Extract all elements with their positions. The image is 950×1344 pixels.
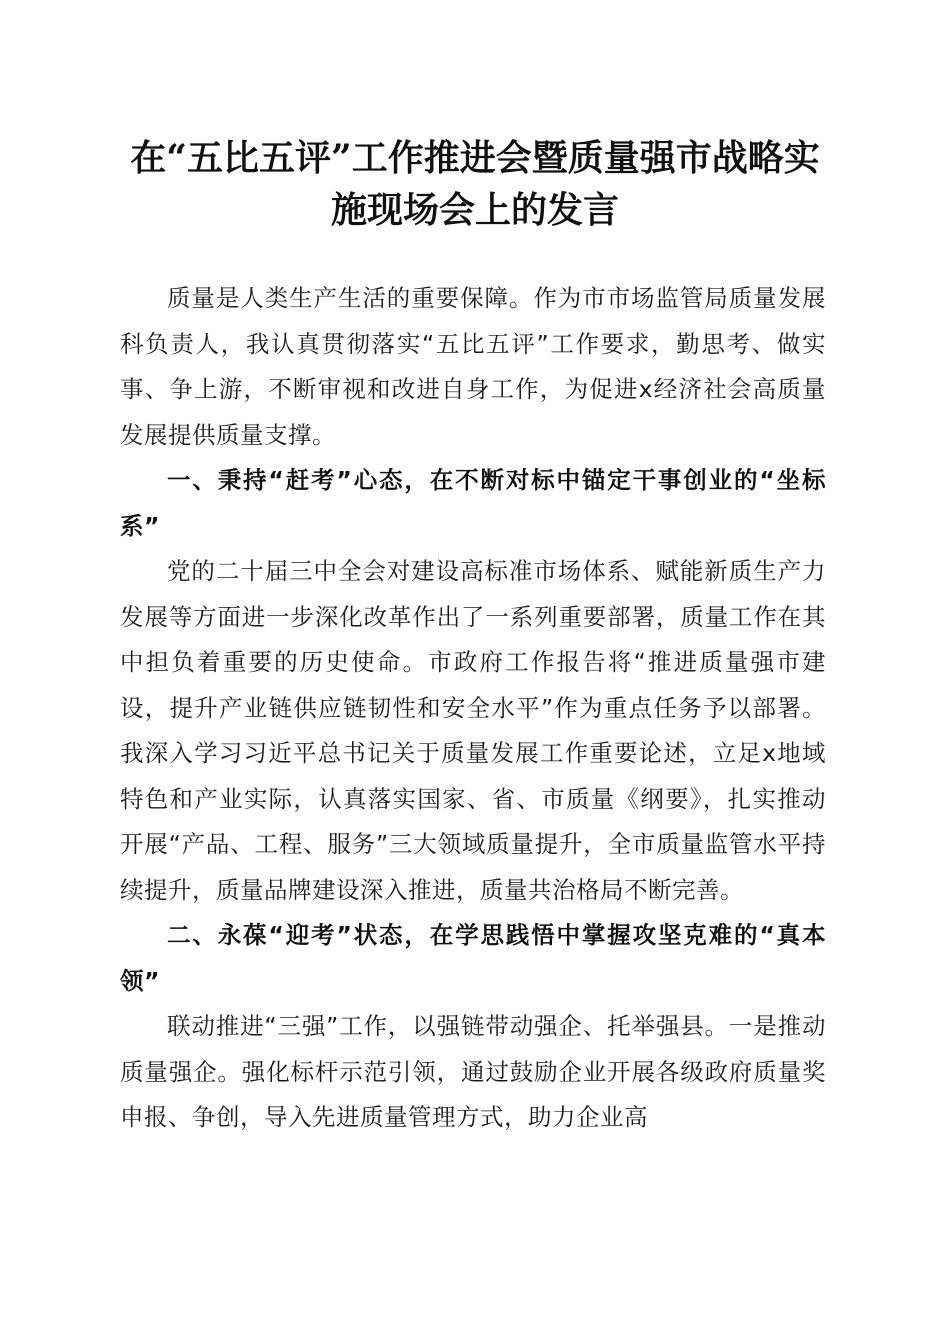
section-heading-2: 二、永葆“迎考”状态，在学思践悟中掌握攻坚克难的“真本领” <box>120 921 826 995</box>
intro-paragraph: 质量是人类生产生活的重要保障。作为市市场监管局质量发展科负责人，我认真贯彻落实“五比五评”工作要求，勤思考、做实事、争上游，不断审视和改进自身工作，为促进x经济社会高质量发展提供质量支撑。 <box>120 284 826 449</box>
document-body <box>120 276 826 1141</box>
title-line-1: 在“五比五评”工作推进会暨质量强市战略实 <box>130 137 820 179</box>
section-2-paragraph: 联动推进“三强”工作，以强链带动强企、托举强县。一是推动质量强企。强化标杆示范引领，通过鼓励企业开展各级政府质量奖申报、争创，导入先进质量管理方式，助力企业高 <box>120 1012 826 1131</box>
section-1-paragraph: 党的二十届三中全会对建设高标准市场体系、赋能新质生产力发展等方面进一步深化改革作出了一系列重要部署，质量工作在其中担负着重要的历史使命。市政府工作报告将“推进质量强市建设，提升产业链供应链韧性和安全水平”作为重点任务予以部署。我深入学习习近平总书记关于质量发展工作重要论述，立足x地域特色和产业实际，认真落实国家、省、市质量《纲要》，扎实推动开展“产品、工程、服务”三大领域质量提升，全市质量监管水平持续提升，质量品牌建设深入推进，质量共治格局不断完善。 <box>120 557 826 904</box>
title-line-2: 施现场会上的发言 <box>330 189 619 231</box>
document-title <box>100 132 850 236</box>
section-heading-1: 一、秉持“赶考”心态，在不断对标中锚定干事创业的“坐标系” <box>120 466 826 540</box>
